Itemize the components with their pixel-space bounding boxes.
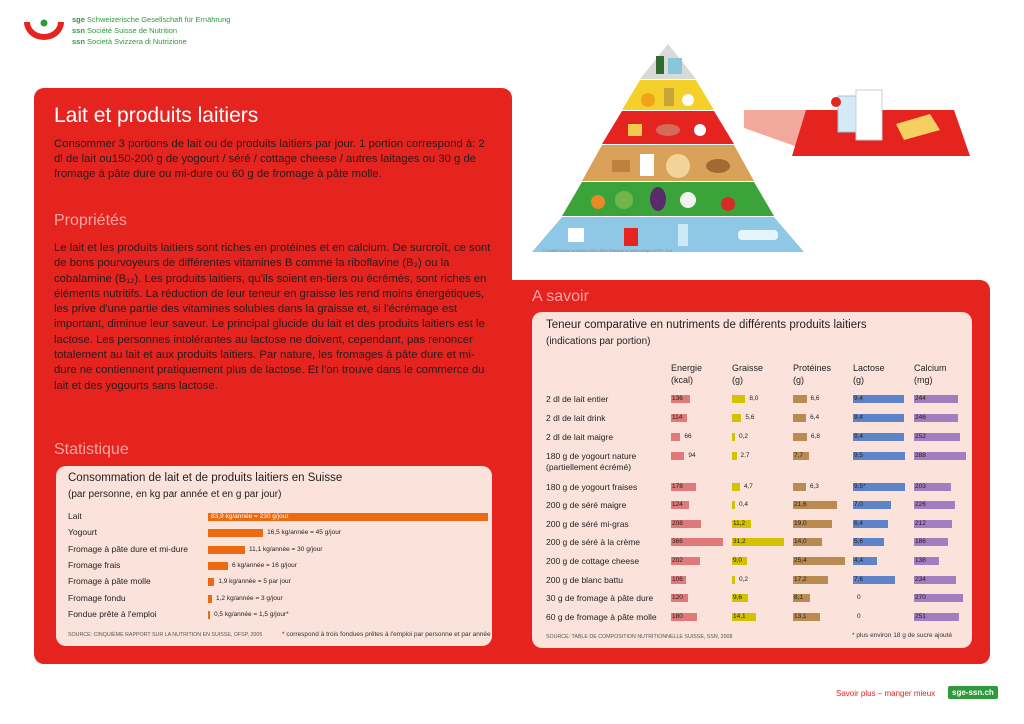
nutrients-value-label: 7,6 <box>854 576 864 583</box>
stats-title: Consommation de lait et de produits laitiers en Suisse <box>68 472 343 484</box>
nutrients-value-label: 9,4 <box>854 395 864 402</box>
nutrients-value-label: 246 <box>915 414 926 421</box>
nutrients-value-label: 14,1 <box>733 613 746 620</box>
stats-row-label: Yogourt <box>68 527 97 538</box>
page-title: Lait et produits laitiers <box>54 104 259 127</box>
stats-bar <box>208 578 214 586</box>
nutrients-value-label: 0,4 <box>739 501 749 508</box>
nutrients-value-label: 94 <box>688 452 696 459</box>
nutrients-value-label: 19,0 <box>794 520 807 527</box>
stats-row-label: Fromage à pâte dure et mi-dure <box>68 543 189 554</box>
nutrients-value-label: 208 <box>672 520 683 527</box>
nutrients-value-label: 251 <box>915 613 926 620</box>
nutrients-value-label: 21,6 <box>794 501 807 508</box>
nutrients-value-label: 203 <box>915 483 926 490</box>
nutrients-value-label: 244 <box>915 395 926 402</box>
nutrients-value-label: 4,7 <box>743 483 753 490</box>
know-heading: A savoir <box>532 288 589 305</box>
nutrients-value-label: 2,7 <box>740 452 750 459</box>
stats-note: * correspond à trois fondues prêtes à l'emploi par personne et par année <box>282 631 491 638</box>
nutrients-value-label: 9,5 <box>854 452 864 459</box>
nutrients-value-label: 25,4 <box>794 557 807 564</box>
nutrients-note: * plus environ 18 g de sucre ajouté <box>852 632 953 639</box>
dairy-tier-zoom-illustration <box>744 82 974 162</box>
nutrients-value-label: 212 <box>915 520 926 527</box>
stats-row-label: Fromage à pâte molle <box>68 576 151 587</box>
nutrients-value-label: 6,6 <box>810 395 820 402</box>
stats-bar-label: 1,9 kg/année = 5 par jour <box>218 578 291 586</box>
nutrients-value-label: 366 <box>672 538 683 545</box>
nutrients-bar <box>671 433 680 441</box>
nutrients-value-label: 136 <box>672 395 683 402</box>
nutrients-value-label: 14,0 <box>794 538 807 545</box>
stats-row-label: Fromage frais <box>68 559 121 570</box>
stats-bar-label: 83,9 kg/année = 230 g/jour <box>211 513 289 520</box>
footer-tagline: Savoir plus – manger mieux <box>836 689 936 698</box>
nutrients-value-label: 31,2 <box>733 538 746 545</box>
nutrients-value-label: 6,4 <box>854 520 864 527</box>
nutrients-column-header: Protéines (g) <box>793 363 832 385</box>
pyramid-caption: © Société Suisse de Nutrition SSN, Office fédéral de la santé publique OFSP / 2011 <box>543 249 673 253</box>
nutrients-bar <box>732 483 740 491</box>
nutrients-value-label: 0 <box>857 613 861 620</box>
nutrients-value-label: 124 <box>672 501 683 508</box>
nutrients-value-label: 178 <box>672 483 683 490</box>
nutrients-value-label: 8,1 <box>794 594 804 601</box>
nutrients-bar <box>732 501 735 509</box>
nutrients-row-label: 180 g de yogourt nature (partiellement écrémé) <box>546 451 637 472</box>
nutrients-value-label: 5,6 <box>854 538 864 545</box>
properties-text: Le lait et les produits laitiers sont riches en protéines et en calcium. De surcroît, ce sont de bons pourvoyeurs de différentes vitamines B comme la riboflavine (B₂) ou la cobalamine (B₁₂). Les produits laitiers, qu'ils soient en-tiers ou écrémés, sont riches en éléments nutritifs. La réduction de leur teneur en graisse les rend moins énergétiques, les prive d'une partie des vitamines solubles dans la graisse et, si l'écrémage est important, diminue leur saveur. Le principal glucide du lait et des produits laitiers est le lactose. Les personnes intolérantes au lactose ne doivent, cependant, pas renoncer totalement au lait et aux produits laitiers. Par nature, les fromages à pâte dure et mi-dure ne contiennent pratiquement plus de lactose. Et l'on trouve dans le commerce du lait et des yogourts sans lactose. <box>54 242 491 392</box>
nutrients-bar <box>732 452 737 460</box>
stats-bar <box>208 611 210 619</box>
nutrients-value-label: 4,4 <box>854 557 864 564</box>
nutrients-bar <box>732 395 745 403</box>
sge-logo-icon <box>22 16 66 46</box>
stats-row-label: Lait <box>68 511 82 521</box>
nutrients-bar <box>793 395 807 403</box>
nutrients-column-header: Calcium (mg) <box>914 363 947 385</box>
nutrients-bar <box>793 483 806 491</box>
nutrients-value-label: 8,0 <box>749 395 759 402</box>
nutrients-value-label: 7,7 <box>794 452 804 459</box>
stats-bar <box>208 562 228 570</box>
nutrients-value-label: 9,5* <box>854 483 866 490</box>
nutrients-row-label: 200 g de séré à la crème <box>546 537 641 547</box>
stats-bar <box>208 546 245 554</box>
nutrients-value-label: 0 <box>857 594 861 601</box>
stats-bar-label: 16,5 kg/année = 45 g/jour <box>267 529 341 537</box>
nutrients-value-label: 66 <box>684 433 692 440</box>
nutrients-row-label: 2 dl de lait entier <box>546 394 609 404</box>
nutrients-value-label: 138 <box>915 557 926 564</box>
nutrients-value-label: 226 <box>915 501 926 508</box>
stats-bar-label: 0,5 kg/année = 1,5 g/jour* <box>214 610 289 618</box>
stats-bar-label: 6 kg/année = 16 g/jour <box>232 561 297 569</box>
nutrients-source: SOURCE: TABLE DE COMPOSITION NUTRITIONNELLE SUISSE, SSN, 2008 <box>546 634 733 640</box>
nutrients-value-label: 0,2 <box>739 576 749 583</box>
stats-row-label: Fromage fondu <box>68 592 126 603</box>
nutrients-bar <box>732 433 735 441</box>
nutrients-value-label: 9,0 <box>733 557 743 564</box>
logo-text: sge Schweizerische Gesellschaft für Ernährung ssn Société Suisse de Nutrition ssn Società Svizzera di Nutrizione <box>72 15 231 46</box>
nutrients-value-label: 9,4 <box>854 414 864 421</box>
statistics-heading: Statistique <box>54 441 129 458</box>
nutrients-value-label: 5,6 <box>745 414 755 421</box>
nutrients-value-label: 11,2 <box>733 520 746 527</box>
nutrients-value-label: 6,8 <box>810 433 820 440</box>
stats-bar-label: 11,1 kg/année = 30 g/jour <box>249 545 323 553</box>
nutrients-value-label: 234 <box>915 576 926 583</box>
nutrients-value-label: 270 <box>915 594 926 601</box>
nutrients-value-label: 6,3 <box>809 483 819 490</box>
nutrients-value-label: 202 <box>672 557 683 564</box>
nutrients-title: Teneur comparative en nutriments de différents produits laitiers <box>546 319 867 331</box>
nutrients-value-label: 9,4 <box>854 433 864 440</box>
nutrients-row-label: 200 g de séré maigre <box>546 500 627 510</box>
nutrients-value-label: 288 <box>915 452 926 459</box>
properties-heading: Propriétés <box>54 212 127 229</box>
nutrients-bar <box>793 414 806 422</box>
nutrients-row-label: 200 g de cottage cheese <box>546 556 640 566</box>
nutrients-row-label: 30 g de fromage à pâte dure <box>546 593 654 603</box>
nutrients-row-label: 2 dl de lait drink <box>546 413 606 423</box>
stats-row-label: Fondue prête à l'emploi <box>68 608 157 619</box>
nutrients-value-label: 7,0 <box>854 501 864 508</box>
nutrients-value-label: 6,4 <box>810 414 820 421</box>
nutrients-row-label: 60 g de fromage à pâte molle <box>546 612 657 622</box>
nutrients-value-label: 0,2 <box>739 433 749 440</box>
nutrients-bar <box>793 433 807 441</box>
nutrients-subtitle: (indications par portion) <box>546 336 651 347</box>
stats-bar <box>208 595 212 603</box>
nutrients-value-label: 9,6 <box>733 594 743 601</box>
nutrients-value-label: 114 <box>672 414 683 421</box>
stats-bar <box>208 529 263 537</box>
nutrients-bar <box>671 452 684 460</box>
nutrients-column-header: Lactose (g) <box>853 363 885 385</box>
nutrients-bar <box>732 576 735 584</box>
nutrients-value-label: 17,2 <box>794 576 807 583</box>
nutrients-value-label: 13,1 <box>794 613 807 620</box>
nutrients-value-label: 180 <box>672 613 683 620</box>
nutrients-value-label: 120 <box>672 594 683 601</box>
nutrients-value-label: 252 <box>915 433 926 440</box>
nutrients-value-label: 106 <box>672 576 683 583</box>
stats-subtitle: (par personne, en kg par année et en g par jour) <box>68 489 282 500</box>
footer-site-link[interactable]: sge-ssn.ch <box>948 686 998 699</box>
nutrients-column-header: Graisse (g) <box>732 363 764 385</box>
stats-bar-label: 1,2 kg/année = 3 g/jour <box>216 594 283 602</box>
nutrients-bar <box>732 414 741 422</box>
stats-source: SOURCE: CINQUIÈME RAPPORT SUR LA NUTRITION EN SUISSE, OFSP, 2005 <box>68 632 263 638</box>
nutrients-row-label: 200 g de blanc battu <box>546 575 624 585</box>
nutrients-row-label: 180 g de yogourt fraises <box>546 482 638 492</box>
nutrients-column-header: Energie (kcal) <box>671 363 703 385</box>
nutrients-row-label: 200 g de séré mi-gras <box>546 519 629 529</box>
nutrients-value-label: 186 <box>915 538 926 545</box>
nutrients-row-label: 2 dl de lait maigre <box>546 432 614 442</box>
intro-text: Consommer 3 portions de lait ou de produits laitiers par jour. 1 portion correspond à: 2 dl de lait ou150-200 g de yogourt / séré / cottage cheese / autres laitages ou 30 g de fromage à pâte dure ou mi-dure ou 60 g de fromage à pâte molle. <box>54 138 485 180</box>
